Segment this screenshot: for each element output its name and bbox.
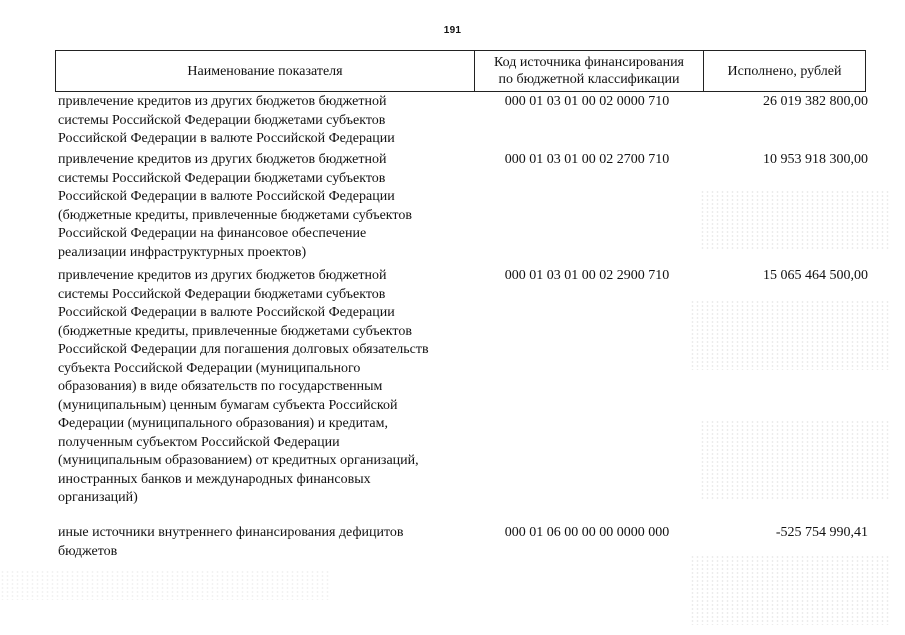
column-header-name: Наименование показателя bbox=[56, 51, 475, 91]
column-header-sum: Исполнено, рублей bbox=[727, 63, 842, 79]
row-code: 000 01 03 01 00 02 2900 710 bbox=[504, 268, 670, 283]
column-header-code-text: Код источника финансирования по бюджетной классификации bbox=[494, 55, 684, 87]
scan-noise bbox=[700, 420, 890, 500]
scan-noise bbox=[700, 190, 890, 250]
page-number: 191 bbox=[443, 25, 462, 36]
scan-noise bbox=[690, 300, 890, 370]
row-sum: 10 953 918 300,00 bbox=[763, 152, 868, 167]
table-header bbox=[55, 50, 866, 92]
row-name: привлечение кредитов из других бюджетов бюджетной системы Российской Федерации бюджетами субъектов Российской Федерации в валюте Российской Федерации (бюджетные кредиты, привлеченные бюджетами субъектов Российской Федерации на финансовое обеспечение реализации инфраструктурных проектов) bbox=[58, 152, 412, 260]
row-name: иные источники внутреннего финансирования дефицитов бюджетов bbox=[58, 525, 404, 559]
row-name: привлечение кредитов из других бюджетов бюджетной системы Российской Федерации бюджетами субъектов Российской Федерации в валюте Российской Федерации (бюджетные кредиты, привлеченные бюджетами субъектов Российской Федерации для погашения долговых обязательств субъекта Российской Федерации (муниципального образования) в виде обязательств по государственным (муниципальным) ценным бумагам субъекта Российской Федерации (муниципального образования) и кредитам, полученным субъектом Российской Федерации (муниципальным образованием) от кредитных организаций, иностранных банков и международных финансовых организаций) bbox=[58, 268, 429, 505]
row-sum: -525 754 990,41 bbox=[775, 525, 868, 540]
scan-noise bbox=[690, 555, 890, 625]
scan-noise bbox=[0, 570, 330, 600]
row-sum: 15 065 464 500,00 bbox=[763, 268, 868, 283]
row-code: 000 01 03 01 00 02 2700 710 bbox=[504, 152, 670, 167]
row-code: 000 01 06 00 00 00 0000 000 bbox=[504, 525, 670, 540]
row-code: 000 01 03 01 00 02 0000 710 bbox=[504, 94, 670, 109]
row-sum: 26 019 382 800,00 bbox=[763, 94, 868, 109]
column-header-code bbox=[475, 51, 704, 91]
row-name: привлечение кредитов из других бюджетов бюджетной системы Российской Федерации бюджетами субъектов Российской Федерации в валюте Российской Федерации bbox=[58, 94, 395, 146]
